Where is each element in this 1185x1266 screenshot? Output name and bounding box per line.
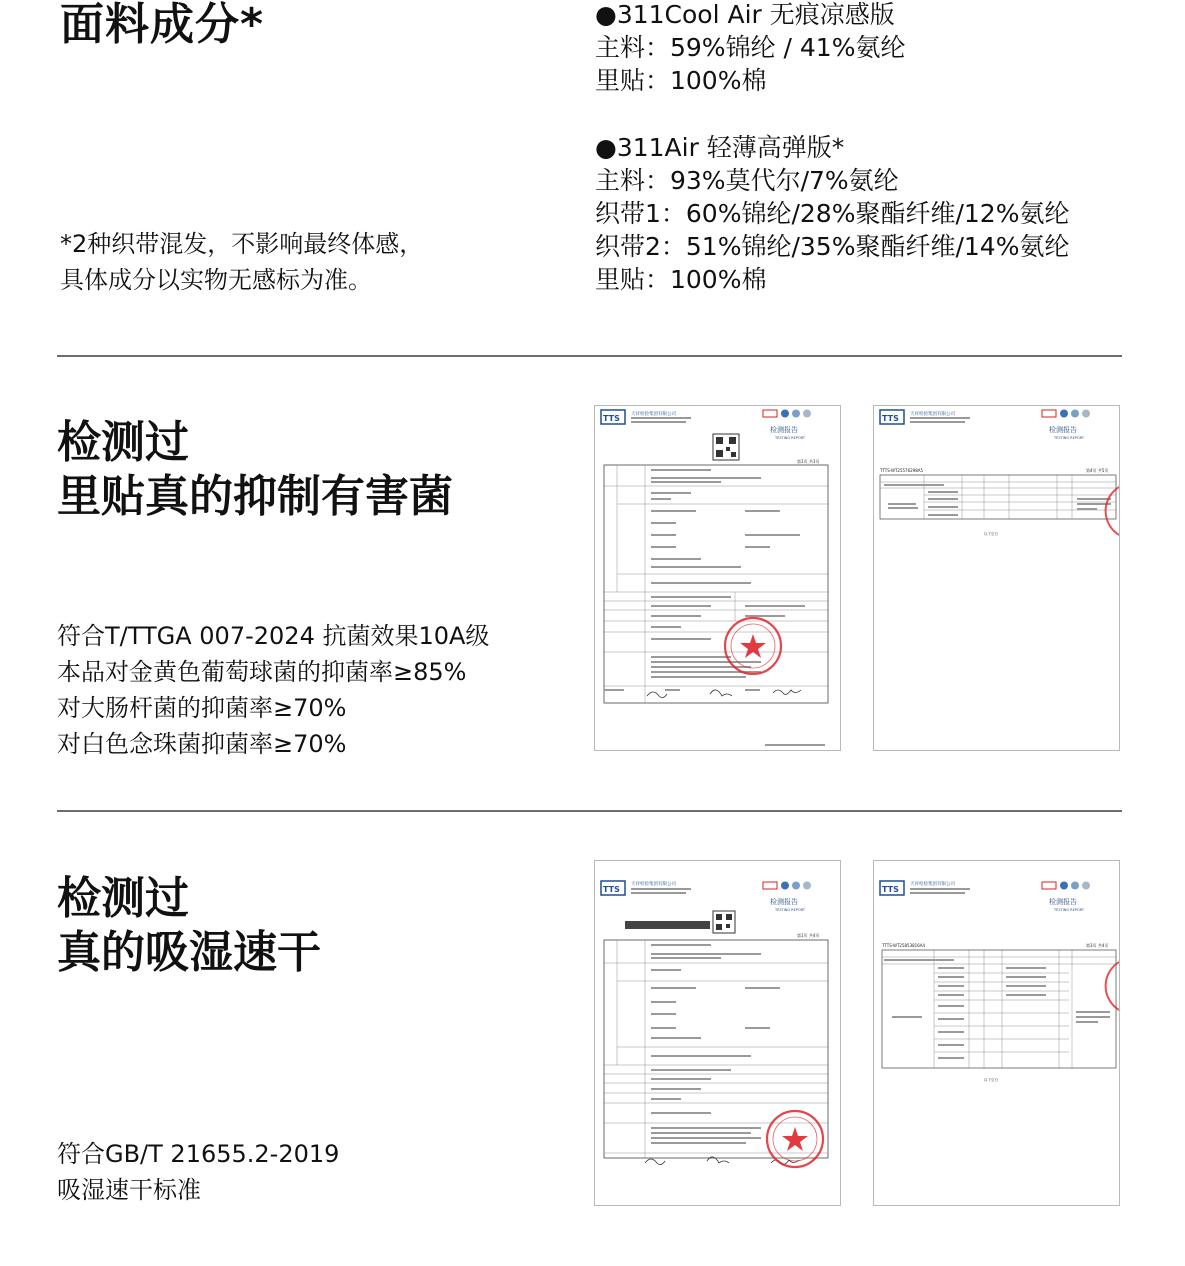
report-org: 天祥检验集团有限公司 [910,412,955,417]
antibacterial-desc [57,618,489,762]
moisture-report-page-1 [594,860,841,1206]
report-stamp [725,618,781,674]
report-page-number: 第1页 共3页 [797,459,820,464]
fabric-note-line: *2种织带混发，不影响最终体感， [60,230,424,258]
spec-line: 主料：59%锦纶 / 41%氨纶 [595,33,906,62]
antibacterial-desc-line: 对白色念珠菌抑菌率≥70% [57,730,347,758]
moisture-title-line: 真的吸湿速干 [57,927,321,978]
spec-line: 织带1：60%锦纶/28%聚酯纤维/12%氨纶 [595,199,1070,228]
report-title: 检测报告 [1049,426,1077,434]
report-end-mark: 以下空白 [984,1078,998,1082]
antibacterial-desc-line: 对大肠杆菌的抑菌率≥70% [57,694,347,722]
spec-group-title: ●311Air 轻薄高弹版* [595,133,845,162]
report-org: 天祥检验集团有限公司 [631,412,676,417]
report-title-en: TESTING REPORT [1054,908,1085,912]
report-number: TTTS-WT25853816A4 [882,943,926,948]
spec-line: 里贴：100%棉 [595,265,767,294]
report-page-number: 第3页 共4页 [1086,943,1109,948]
fabric-spec-group-2 [595,131,1069,296]
report-title-en: TESTING REPORT [775,436,806,440]
antibacterial-report-page-1 [594,405,841,751]
report-stamp [767,1111,823,1167]
report-page-number: 第1页 共4页 [797,933,820,938]
divider [57,810,1122,812]
report-logo: TTS [882,414,899,423]
antibacterial-desc-line: 本品对金黄色葡萄球菌的抑菌率≥85% [57,658,467,686]
report-title-en: TESTING REPORT [1054,436,1085,440]
report-title: 检测报告 [770,426,798,434]
report-end-mark: 以下空白 [984,532,998,536]
fabric-spec-group-1 [595,0,905,97]
antibacterial-desc-line: 符合T/TTGA 007-2024 抗菌效果10A级 [57,622,490,650]
antibacterial-title [57,416,453,524]
fabric-title: 面料成分* [60,0,265,50]
spec-line: 里贴：100%棉 [595,66,767,95]
report-title: 检测报告 [1049,898,1077,906]
spec-group-title: ●311Cool Air 无痕凉感版 [595,0,895,29]
moisture-title [57,872,321,980]
moisture-desc-line: 符合GB/T 21655.2-2019 [57,1140,340,1168]
moisture-desc-line: 吸湿速干标准 [57,1176,201,1204]
moisture-report-page-2 [873,860,1120,1206]
report-org: 天祥检验集团有限公司 [910,882,955,887]
spec-line: 织带2：51%锦纶/35%聚酯纤维/14%氨纶 [595,232,1070,261]
barcode [625,911,735,933]
antibacterial-title-line: 检测过 [57,417,189,468]
report-logo: TTS [603,885,620,894]
moisture-title-line: 检测过 [57,873,189,924]
fabric-note-line: 具体成分以实物无感标为准。 [60,266,372,294]
report-title-en: TESTING REPORT [775,908,806,912]
antibacterial-title-line: 里贴真的抑制有害菌 [57,471,453,522]
barcode [713,434,739,460]
report-logo: TTS [882,885,899,894]
fabric-note [60,226,423,298]
report-org: 天祥检验集团有限公司 [631,882,676,887]
divider [57,355,1122,357]
spec-line: 主料：93%莫代尔/7%氨纶 [595,166,899,195]
report-logo: TTS [603,414,620,423]
report-page-number: 第4页 共5页 [1086,468,1109,473]
moisture-desc [57,1136,339,1208]
report-title: 检测报告 [770,898,798,906]
report-number: TTTS-WT25576298A5 [880,468,924,473]
antibacterial-report-page-2 [873,405,1120,751]
